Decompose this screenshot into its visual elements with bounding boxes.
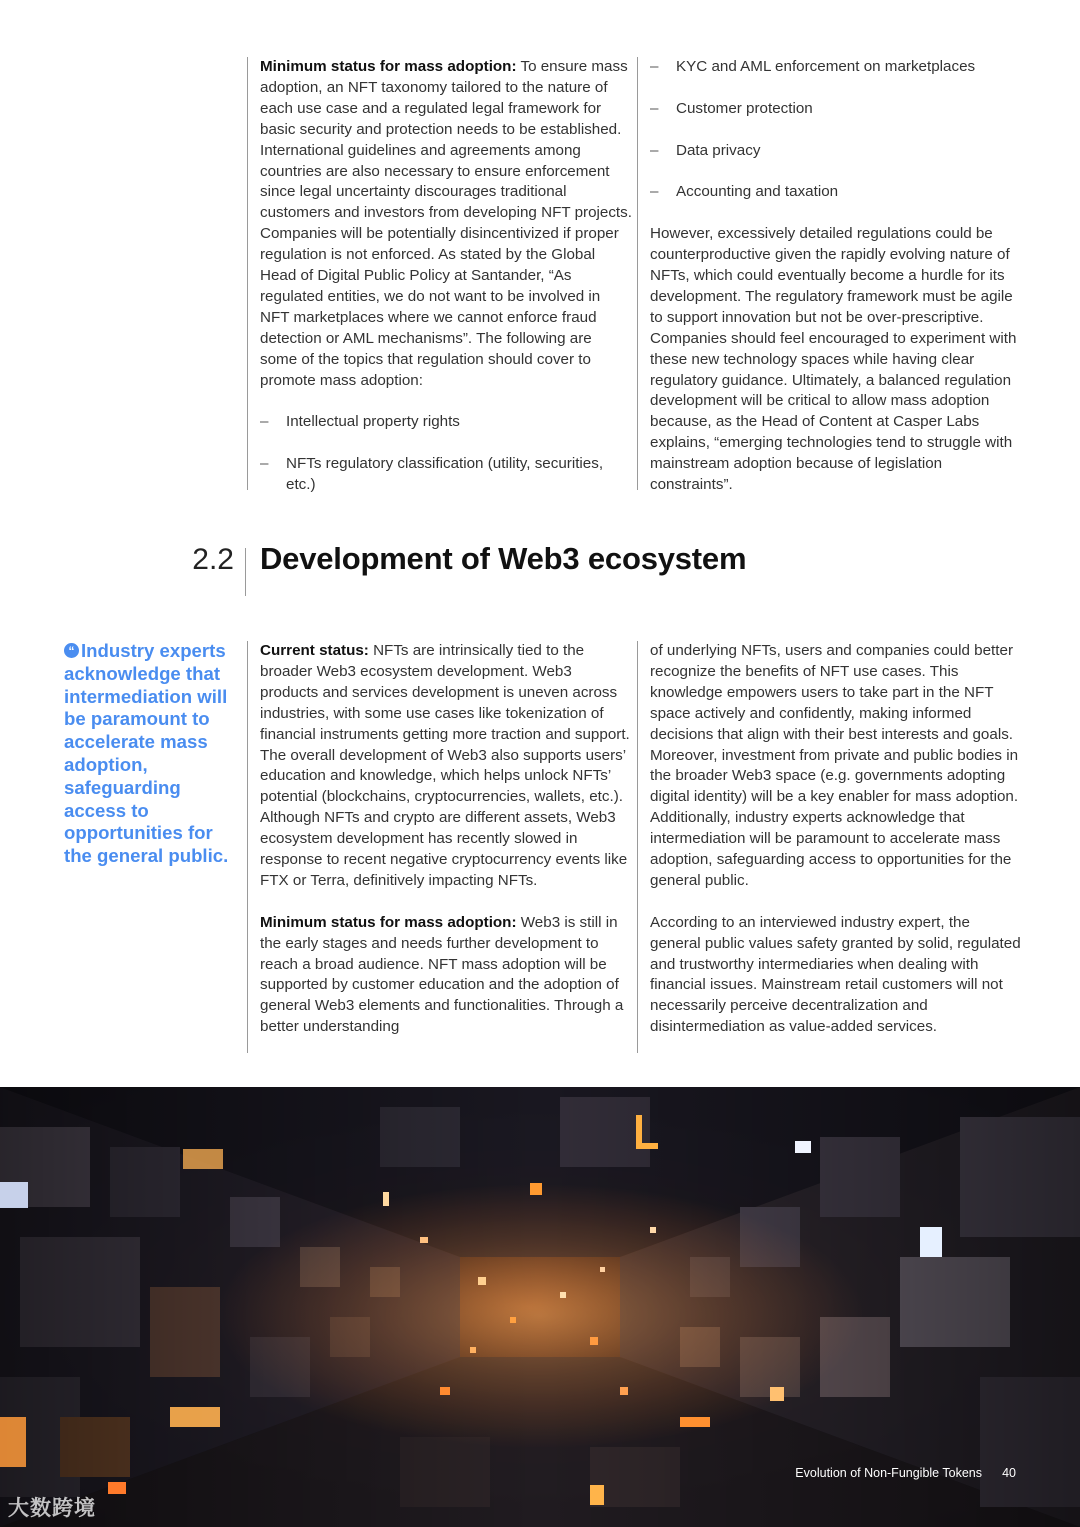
regulation-column-right — [637, 57, 1023, 494]
regulation-topics-list-1 — [260, 412, 633, 496]
section-number: 2.2 — [192, 543, 234, 576]
current-status-body: NFTs are intrinsically tied to the broader Web3 ecosystem development. Web3 products and services development is uneven across industries, with some use cases like tokenization of financial instruments getting more traction and support. The overall development of Web3 also supports users’ education and knowledge, which helps unlock NFTs’ potential (blockchains, cryptocurrencies, wallets, etc.). Although NFTs and crypto are different assets, Web3 ecosystem development has recently slowed in response to recent negative cryptocurrency events like FTX or Terra, definitively impacting NFTs. — [260, 642, 630, 889]
list-item: – Customer protection — [650, 99, 1023, 120]
intermediaries-paragraph: According to an interviewed industry expert, the general public values safety granted by solid, regulated and trustworthy intermediaries when dealing with financial issues. Mainstream retail customers will not necessarily perceive decentralization and disintermediation as value-added services. — [650, 913, 1021, 1036]
list-item: – Data privacy — [650, 141, 1023, 162]
hero-image-voxel-tunnel — [0, 1087, 1080, 1527]
quote-icon: “ — [64, 643, 79, 658]
web3-column-right — [637, 641, 1023, 1053]
list-item: – NFTs regulatory classification (utility, securities, etc.) — [260, 454, 633, 496]
voxel-tunnel-illustration — [0, 1087, 1080, 1527]
min-status-heading: Minimum status for mass adoption: — [260, 58, 517, 75]
list-item: – Intellectual property rights — [260, 412, 633, 433]
web3-min-status-paragraph — [260, 913, 633, 1038]
current-status-paragraph — [260, 641, 633, 892]
regulation-balance-paragraph: However, excessively detailed regulations could be counterproductive given the rapidly evolving nature of NFTs, which could eventually become a hurdle for its development. The regulatory framework must be agile to support innovation but not be over-prescriptive. Companies should feel encouraged to experiment with these new technology spaces while having clear regulatory guidance. Ultimately, a balanced regulation development will be critical to allow mass adoption because, as the Head of Content at Casper Labs explains, “emerging technologies tend to struggle with mainstream adoption because of legislation constraints”. — [650, 225, 1017, 494]
pull-quote-text: Industry experts acknowledge that intermediation will be paramount to accelerate mass adoption, safeguarding access to opportunities for the general public. — [64, 640, 229, 867]
list-item: – Accounting and taxation — [650, 182, 1023, 203]
min-status-paragraph — [260, 57, 633, 392]
pull-quote — [64, 640, 236, 868]
watermark: 大数跨境 — [8, 1497, 96, 1520]
web3-continuation-paragraph: of underlying NFTs, users and companies could better recognize the benefits of NFT use cases. This knowledge empowers users to take part in the NFT space actively and confidently, making informed decisions that align with their best interests and goals. Moreover, investment from private and public bodies in the broader Web3 space (e.g. governments adopting digital identity) will be a key enabler for mass adoption. Additionally, industry experts acknowledge that intermediation will be paramount to accelerate mass adoption, safeguarding access to opportunities for the general public. — [650, 642, 1019, 889]
page-number: 40 — [1002, 1466, 1016, 1480]
regulation-column-left — [247, 57, 633, 494]
current-status-heading: Current status: — [260, 642, 369, 659]
regulation-topics-list-2 — [650, 57, 1023, 203]
section-title: Development of Web3 ecosystem — [260, 541, 747, 576]
list-item: – KYC and AML enforcement on marketplaces — [650, 57, 1023, 78]
min-status-body: To ensure mass adoption, an NFT taxonomy tailored to the nature of each use case and a regulated legal framework for basic security and protection needs to be established. International guidelines and agreements among countries are also necessary to ensure enforcement since legal uncertainty discourages traditional customers and investors from developing NFT projects. Companies will be potentially disincentivized if proper regulation is not enforced. As stated by the Global Head of Digital Public Policy at Santander, “As regulated entities, we do not want to be involved in NFT marketplaces where we cannot enforce fraud detection or AML mechanisms”. The following are some of the topics that regulation should cover to promote mass adoption: — [260, 58, 632, 389]
web3-min-status-heading: Minimum status for mass adoption: — [260, 913, 517, 931]
web3-min-status-body: Web3 is still in the early stages and needs further development to reach a broad audience. NFT mass adoption will be supported by customer education and the adoption of general Web3 elements and functionalities. Through a better understanding — [260, 913, 624, 1036]
footer-publication-title: Evolution of Non-Fungible Tokens — [795, 1466, 982, 1480]
web3-column-left — [247, 641, 633, 1053]
section-divider — [245, 548, 246, 596]
